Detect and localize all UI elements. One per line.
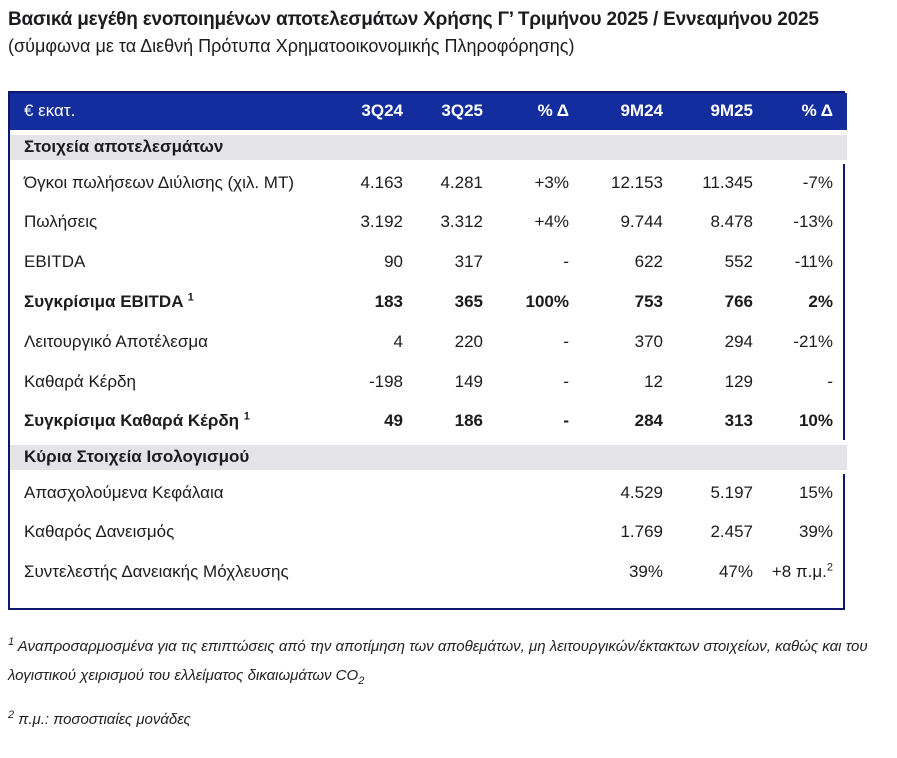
value-cell: - <box>563 372 569 392</box>
value-cell: 3.192 <box>360 212 403 232</box>
table-row <box>10 162 847 202</box>
footnote-ref: 1 <box>187 291 194 304</box>
footnote-ref: 2 <box>826 561 833 574</box>
value-cell: 186 <box>454 410 483 430</box>
section-label: Στοιχεία αποτελεσμάτων <box>10 132 847 162</box>
value-cell: -7% <box>802 173 833 193</box>
row-label: Απασχολούμενα Κεφάλαια <box>24 483 224 503</box>
column-header-cell: 3Q25 <box>404 93 484 132</box>
section-row <box>10 442 847 472</box>
value-cell: 220 <box>454 332 483 352</box>
value-cell <box>340 552 404 592</box>
row-label: Συντελεστής Δανειακής Μόχλευσης <box>24 562 289 582</box>
footnote-marker: 1 <box>8 636 15 649</box>
value-cell: 100% <box>525 292 569 312</box>
value-cell: 284 <box>634 410 663 430</box>
value-cell: 183 <box>374 292 403 312</box>
value-cell <box>404 552 484 592</box>
column-header-cell: % Δ <box>754 93 847 132</box>
value-cell: 39% <box>628 562 663 582</box>
footnote-marker: 2 <box>8 708 15 721</box>
value-cell: -13% <box>793 212 833 232</box>
results-table <box>10 93 847 592</box>
value-cell: 5.197 <box>710 483 753 503</box>
value-cell: 317 <box>454 252 483 272</box>
value-cell: 10% <box>798 410 833 430</box>
row-label: Συγκρίσιμα Καθαρά Κέρδη $^1$ <box>24 410 250 430</box>
value-cell: +8 π.μ.$^2$ <box>771 561 833 582</box>
page-subtitle: (σύμφωνα με τα Διεθνή Πρότυπα Χρηματοοικονομικής Πληροφόρησης) <box>8 35 575 56</box>
value-cell: 15% <box>798 483 833 503</box>
value-cell: +4% <box>534 212 569 232</box>
value-cell: 552 <box>724 252 753 272</box>
row-label: Καθαρός Δανεισμός <box>24 522 175 542</box>
value-cell: 622 <box>634 252 663 272</box>
value-cell <box>340 472 404 512</box>
footnote: $^2$ π.μ.: ποσοστιαίες μονάδες <box>8 708 191 728</box>
footnote: $^1$ Αναπροσαρμοσμένα για τις επιπτώσεις από την αποτίμηση των αποθεμάτων, μη λειτουργικών/έκτακτων στοιχείων, καθώς και του λογιστικού χειρισμού του ελλείματος δικαιωμάτων $CO_2$ <box>8 636 868 688</box>
table-row <box>10 552 847 592</box>
unit-header-cell: € εκατ. <box>10 93 340 132</box>
value-cell: 4.163 <box>360 173 403 193</box>
table-row <box>10 402 847 442</box>
value-cell: 753 <box>634 292 663 312</box>
column-header-cell: 9M24 <box>570 93 664 132</box>
value-cell: 90 <box>384 252 403 272</box>
table-header-row <box>10 93 847 132</box>
value-cell: 370 <box>634 332 663 352</box>
value-cell: -11% <box>794 252 833 272</box>
table-row <box>10 282 847 322</box>
footnote-ref: 1 <box>243 410 250 423</box>
value-cell: 4 <box>393 332 403 352</box>
value-cell: -198 <box>368 372 403 392</box>
value-cell <box>484 472 570 512</box>
column-header-cell: % Δ <box>484 93 570 132</box>
value-cell: 313 <box>724 410 753 430</box>
value-cell <box>340 512 404 552</box>
value-cell: 294 <box>724 332 753 352</box>
value-cell <box>484 552 570 592</box>
value-cell: 149 <box>454 372 483 392</box>
table-row <box>10 362 847 402</box>
row-label: Όγκοι πωλήσεων Διύλισης (χιλ. ΜΤ) <box>24 173 295 193</box>
value-cell: 49 <box>384 410 403 430</box>
table-row <box>10 512 847 552</box>
subscript: 2 <box>358 675 365 688</box>
table-row <box>10 322 847 362</box>
row-label: Καθαρά Κέρδη <box>24 372 136 392</box>
row-label: Συγκρίσιμα EBITDA $^1$ <box>24 291 194 312</box>
value-cell: 365 <box>454 292 483 312</box>
row-label: EBITDA <box>24 252 86 272</box>
value-cell: 2% <box>808 292 833 312</box>
value-cell: 8.478 <box>710 212 753 232</box>
value-cell: 1.769 <box>620 522 663 542</box>
value-cell: 2.457 <box>710 522 753 542</box>
value-cell: 12 <box>644 372 663 392</box>
value-cell: - <box>563 332 569 352</box>
value-cell: - <box>827 372 833 392</box>
value-cell: 4.281 <box>440 173 483 193</box>
value-cell: -21% <box>793 332 833 352</box>
value-cell: 4.529 <box>620 483 663 503</box>
row-label: Λειτουργικό Αποτέλεσμα <box>24 332 208 352</box>
column-header-cell: 9M25 <box>664 93 754 132</box>
row-label: Πωλήσεις <box>24 212 98 232</box>
value-cell: - <box>563 410 569 430</box>
table-body <box>10 132 847 592</box>
value-cell <box>404 512 484 552</box>
column-header-cell: 3Q24 <box>340 93 404 132</box>
value-cell: +3% <box>534 173 569 193</box>
table-row <box>10 202 847 242</box>
value-cell: - <box>563 252 569 272</box>
section-row <box>10 132 847 162</box>
value-cell: 39% <box>798 522 833 542</box>
value-cell: 47% <box>718 562 753 582</box>
value-cell: 11.345 <box>702 173 753 193</box>
section-label: Κύρια Στοιχεία Ισολογισμού <box>10 442 847 472</box>
value-cell: 129 <box>724 372 753 392</box>
page-title: Βασικά μεγέθη ενοποιημένων αποτελεσμάτων Χρήσης Γ’ Τριμήνου 2025 / Εννεαμήνου 2025 <box>8 9 819 30</box>
footnotes <box>8 632 888 734</box>
value-cell <box>484 512 570 552</box>
table-row <box>10 472 847 512</box>
table-row <box>10 242 847 282</box>
value-cell: 12.153 <box>611 173 663 193</box>
value-cell: 9.744 <box>620 212 663 232</box>
value-cell: 766 <box>724 292 753 312</box>
results-table-frame <box>8 91 845 610</box>
value-cell: 3.312 <box>440 212 483 232</box>
value-cell <box>404 472 484 512</box>
